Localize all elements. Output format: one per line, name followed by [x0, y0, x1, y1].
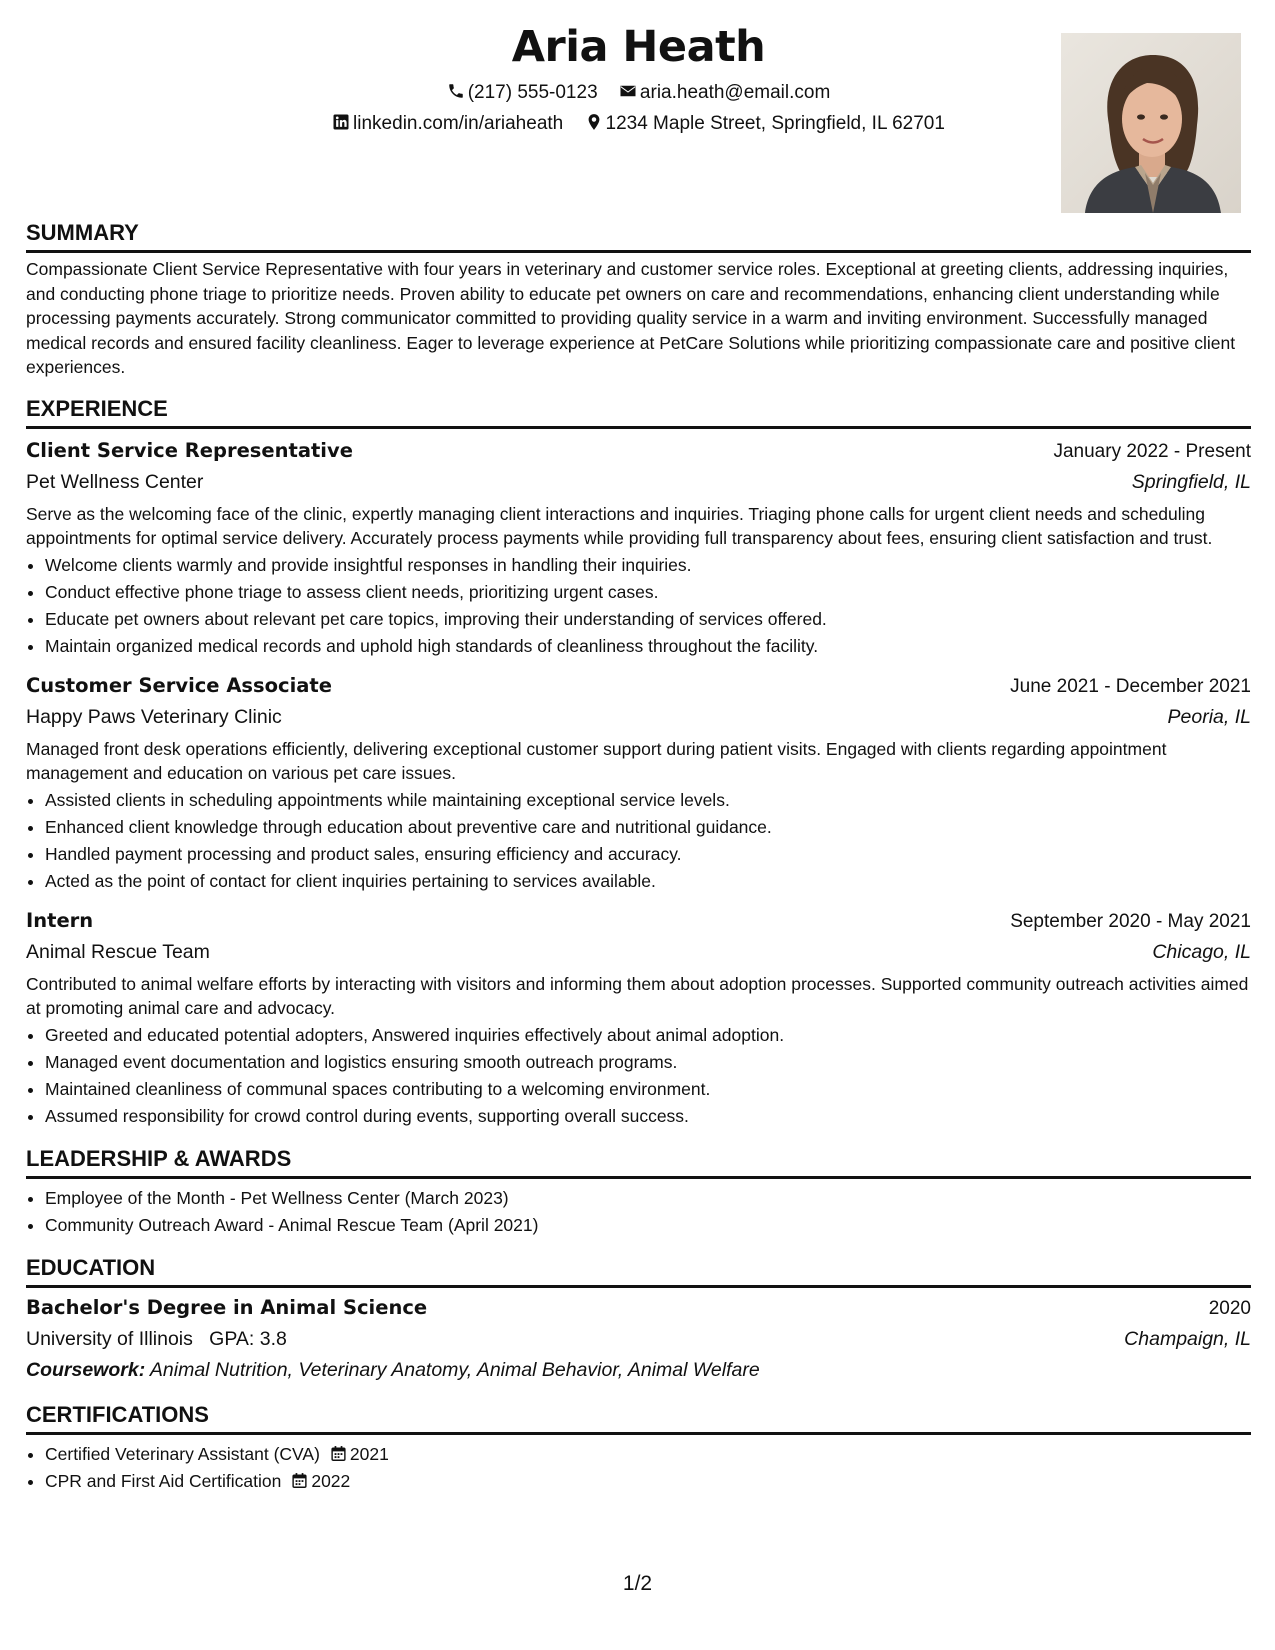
coursework: [26, 1355, 1251, 1386]
list-item: • Employee of the Month - Pet Wellness Center (March 2023): [45, 1185, 1251, 1212]
contact-address: [585, 111, 945, 137]
email-text: aria.heath@email.com: [639, 82, 831, 103]
job-location: Springfield, IL: [1131, 470, 1251, 493]
job-location: Chicago, IL: [1152, 940, 1251, 963]
coursework-list: Animal Nutrition, Veterinary Anatomy, Animal Behavior, Animal Welfare: [149, 1358, 760, 1381]
certification-name: CPR and First Aid Certification: [45, 1470, 282, 1491]
list-item: • Handled payment processing and product sales, ensuring efficiency and accuracy.: [45, 841, 1251, 868]
leadership-section: [26, 1144, 1251, 1239]
resume-page: [26, 0, 1251, 1509]
job-title: Customer Service Associate: [26, 673, 332, 697]
job-description: Contributed to animal welfare efforts by interacting with visitors and informing them about adoption processes. Supported community outreach activities aimed at promoting animal care and advocacy.: [26, 973, 1249, 1018]
list-item: [45, 1441, 1251, 1468]
list-item: • Maintain organized medical records and uphold high standards of cleanliness throughout the facility.: [45, 633, 1251, 660]
job-company: Animal Rescue Team: [26, 940, 210, 963]
list-item: • Enhanced client knowledge through education about preventive care and nutritional guidance.: [45, 814, 1251, 841]
certifications-list: [26, 1441, 1251, 1495]
awards-list: [26, 1185, 1251, 1239]
job-entry: [26, 905, 1251, 1130]
job-bullets: [26, 1022, 1251, 1130]
linkedin-text: linkedin.com/in/ariaheath: [353, 113, 564, 134]
graduation-year: 2020: [1208, 1297, 1251, 1319]
job-bullets: [26, 787, 1251, 895]
education-heading: EDUCATION: [26, 1253, 1251, 1288]
job-entry: [26, 670, 1251, 895]
list-item: • Acted as the point of contact for client inquiries pertaining to services available.: [45, 868, 1251, 895]
list-item: • Maintained cleanliness of communal spaces contributing to a welcoming environment.: [45, 1076, 1251, 1103]
job-description: Managed front desk operations efficiently, delivering exceptional customer support during patient visits. Engaged with clients regarding appointment management and education on various pet care issues.: [26, 738, 1167, 783]
calendar-icon: [291, 1472, 308, 1489]
job-description: Serve as the welcoming face of the clinic, expertly managing client interactions and inquiries. Triaging phone calls for urgent client needs and scheduling appointments for optimal service delivery. Accurately process payments while providing full transparency about fees, ensuring client satisfaction and trust.: [26, 503, 1213, 548]
list-item: [45, 1468, 1251, 1495]
job-entry: [26, 435, 1251, 660]
certification-year: 2021: [349, 1443, 389, 1464]
school-location: Champaign, IL: [1124, 1327, 1251, 1350]
envelope-icon: [619, 82, 637, 100]
certifications-heading: CERTIFICATIONS: [26, 1400, 1251, 1435]
list-item: • Conduct effective phone triage to assess client needs, prioritizing urgent cases.: [45, 579, 1251, 606]
certification-date: [320, 1444, 389, 1464]
certifications-section: [26, 1400, 1251, 1495]
list-item: • Assisted clients in scheduling appointments while maintaining exceptional service levels.: [45, 787, 1251, 814]
list-item: • Assumed responsibility for crowd control during events, supporting overall success.: [45, 1103, 1251, 1130]
job-title: Client Service Representative: [26, 438, 353, 462]
certification-year: 2022: [311, 1470, 351, 1491]
job-company: Pet Wellness Center: [26, 470, 204, 493]
map-pin-icon: [585, 113, 603, 131]
job-date: September 2020 - May 2021: [1010, 910, 1251, 932]
address-text: 1234 Maple Street, Springfield, IL 62701: [605, 113, 945, 134]
certification-name: Certified Veterinary Assistant (CVA): [45, 1443, 320, 1464]
gpa: GPA: 3.8: [209, 1327, 287, 1350]
contact-email[interactable]: [619, 80, 830, 106]
job-company: Happy Paws Veterinary Clinic: [26, 705, 282, 728]
summary-text: Compassionate Client Service Representative with four years in veterinary and customer service roles. Exceptional at greeting clients, addressing inquiries, and conducting phone triage to prioritize needs. Proven ability to educate pet owners on care and recommendations, enhancing client understanding while processing payments accurately. Strong communicator committed to providing quality service in a warm and inviting environment. Successfully managed medical records and ensured facility cleanliness. Eager to leverage experience at PetCare Solutions while prioritizing compassionate care and positive client experiences.: [26, 259, 1236, 377]
education-section: [26, 1253, 1251, 1386]
summary-heading: SUMMARY: [26, 218, 1251, 253]
job-date: June 2021 - December 2021: [1010, 675, 1251, 697]
summary-section: [26, 218, 1251, 380]
leadership-heading: LEADERSHIP & AWARDS: [26, 1144, 1251, 1179]
experience-heading: EXPERIENCE: [26, 394, 1251, 429]
list-item: • Managed event documentation and logistics ensuring smooth outreach programs.: [45, 1049, 1251, 1076]
phone-text: (217) 555-0123: [467, 82, 598, 103]
job-title: Intern: [26, 908, 94, 932]
experience-section: [26, 394, 1251, 1130]
job-bullets: [26, 552, 1251, 660]
phone-icon: [447, 82, 465, 100]
calendar-icon: [330, 1445, 347, 1462]
certification-date: [281, 1471, 350, 1491]
school-name: University of Illinois: [26, 1327, 193, 1350]
list-item: • Welcome clients warmly and provide insightful responses in handling their inquiries.: [45, 552, 1251, 579]
contact-linkedin[interactable]: [332, 111, 563, 137]
list-item: • Community Outreach Award - Animal Rescue Team (April 2021): [45, 1212, 1251, 1239]
page-number: 1/2: [622, 1572, 653, 1595]
candidate-name: Aria Heath: [511, 22, 766, 72]
coursework-label: Coursework:: [26, 1358, 146, 1381]
job-date: January 2022 - Present: [1053, 440, 1251, 462]
job-location: Peoria, IL: [1167, 705, 1251, 728]
list-item: • Greeted and educated potential adopters, Answered inquiries effectively about animal adoption.: [45, 1022, 1251, 1049]
contact-phone[interactable]: [447, 80, 598, 106]
linkedin-icon: [332, 113, 350, 131]
degree-title: Bachelor's Degree in Animal Science: [26, 1295, 428, 1319]
resume-header: [26, 0, 1251, 218]
school-line: [26, 1324, 287, 1355]
profile-photo: [1061, 33, 1241, 213]
list-item: • Educate pet owners about relevant pet care topics, improving their understanding of services offered.: [45, 606, 1251, 633]
